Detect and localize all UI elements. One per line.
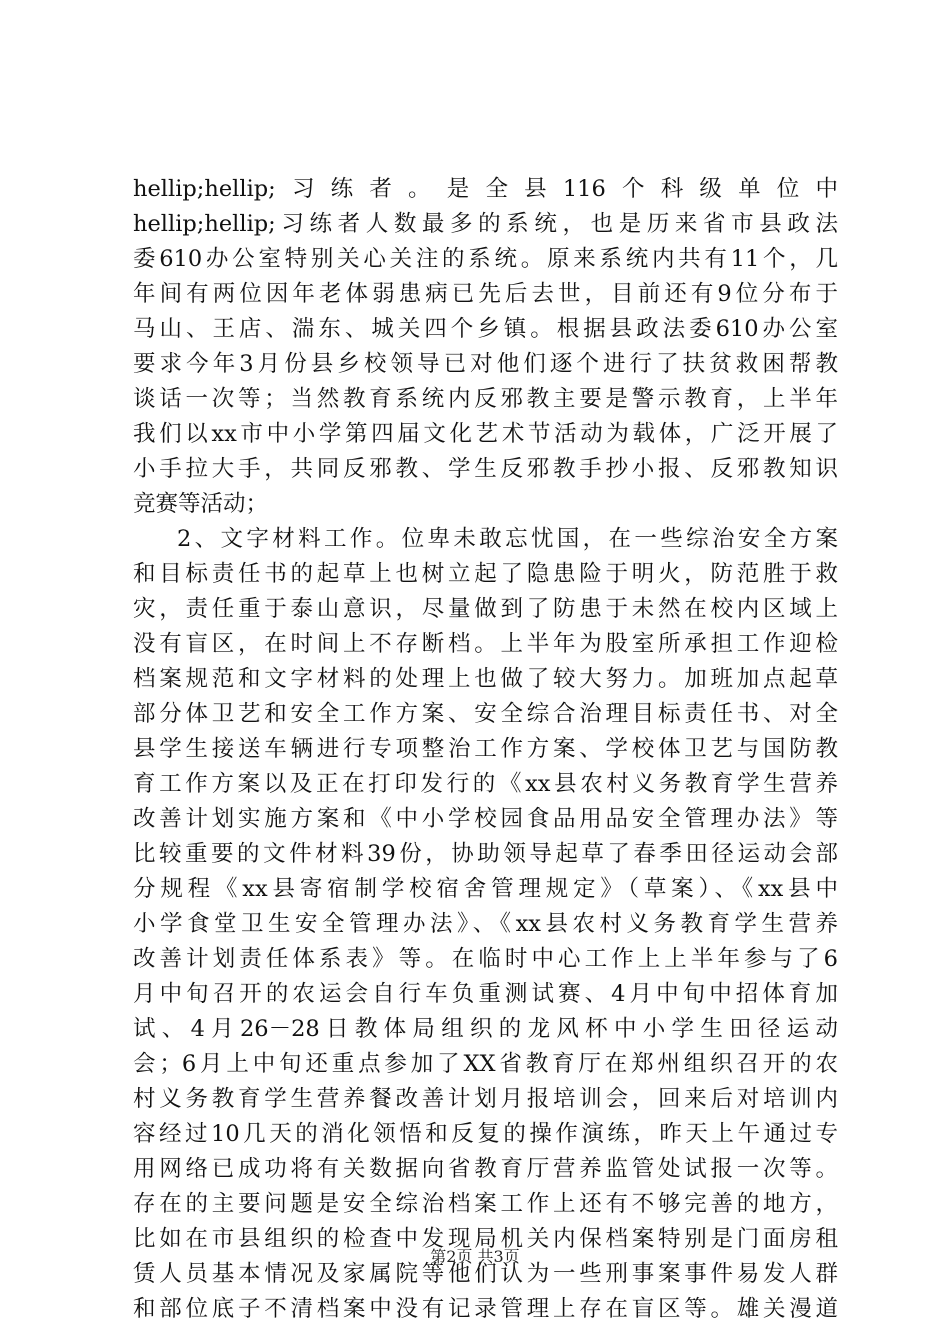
text-line: 我们以xx市中小学第四届文化艺术节活动为载体，广泛开展了 [133, 421, 838, 447]
document-body [133, 172, 838, 1327]
text-line: 和部位底子不清档案中没有记录管理上存在盲区等。雄关漫道 [133, 1296, 838, 1322]
text-line: 部分体卫艺和安全工作方案、安全综合治理目标责任书、对全 [133, 701, 838, 727]
text-line: 赁人员基本情况及家属院等他们认为一些刑事案事件易发人群 [133, 1261, 838, 1287]
text-line: 没有盲区，在时间上不存断档。上半年为股室所承担工作迎检 [133, 631, 838, 657]
text-line: 用网络已成功将有关数据向省教育厅营养监管处试报一次等。 [133, 1156, 838, 1182]
text-line: 档案规范和文字材料的处理上也做了较大努力。加班加点起草 [133, 666, 838, 692]
text-line: 试、4月26－28日教体局组织的龙风杯中小学生田径运动 [133, 1016, 838, 1042]
text-line: 比较重要的文件材料39份，协助领导起草了春季田径运动会部 [133, 841, 838, 867]
text-line: 村义务教育学生营养餐改善计划月报培训会，回来后对培训内 [133, 1086, 838, 1112]
text-line: 存在的主要问题是安全综治档案工作上还有不够完善的地方， [133, 1191, 838, 1217]
text-line: 2、文字材料工作。位卑未敢忘忧国，在一些综治安全方案 [177, 526, 838, 552]
text-line: 谈话一次等；当然教育系统内反邪教主要是警示教育，上半年 [133, 386, 838, 412]
paragraph-2 [133, 522, 838, 1327]
text-line: 年间有两位因年老体弱患病已先后去世，目前还有9位分布于 [133, 281, 838, 307]
text-line: 要求今年3月份县乡校领导已对他们逐个进行了扶贫救困帮教 [133, 351, 838, 377]
page-number-footer: 第2页 共3页 [430, 1247, 520, 1266]
text-line: hellip;hellip;习练者。是全县116个科级单位中 [133, 176, 838, 202]
text-line: 县学生接送车辆进行专项整治工作方案、学校体卫艺与国防教 [133, 736, 838, 762]
text-line: 会；6月上中旬还重点参加了XX省教育厅在郑州组织召开的农 [133, 1051, 838, 1077]
text-line: 月中旬召开的农运会自行车负重测试赛、4月中旬中招体育加 [133, 981, 838, 1007]
text-line: 马山、王店、湍东、城关四个乡镇。根据县政法委610办公室 [133, 316, 838, 342]
text-line: 和目标责任书的起草上也树立起了隐患险于明火，防范胜于救 [133, 561, 838, 587]
text-line: 比如在市县组织的检查中发现局机关内保档案特别是门面房租 [133, 1226, 838, 1252]
text-line: 改善计划实施方案和《中小学校园食品用品安全管理办法》等 [133, 806, 838, 832]
text-line: 育工作方案以及正在打印发行的《xx县农村义务教育学生营养 [133, 771, 838, 797]
text-line: 委610办公室特别关心关注的系统。原来系统内共有11个，几 [133, 246, 838, 272]
text-line: 灾，责任重于泰山意识，尽量做到了防患于未然在校内区域上 [133, 596, 838, 622]
text-line: 小学食堂卫生安全管理办法》、《xx县农村义务教育学生营养 [133, 911, 838, 937]
text-line: 改善计划责任体系表》等。在临时中心工作上上半年参与了6 [133, 946, 838, 972]
text-line: 分规程《xx县寄宿制学校宿舍管理规定》（草案）、《xx县中 [133, 876, 838, 902]
text-line: hellip;hellip;习练者人数最多的系统，也是历来省市县政法 [133, 211, 838, 237]
text-line: 小手拉大手，共同反邪教、学生反邪教手抄小报、反邪教知识 [133, 456, 838, 482]
paragraph-1 [133, 172, 838, 522]
text-line: 容经过10几天的消化领悟和反复的操作演练，昨天上午通过专 [133, 1121, 838, 1147]
text-line: 竞赛等活动； [133, 491, 269, 517]
